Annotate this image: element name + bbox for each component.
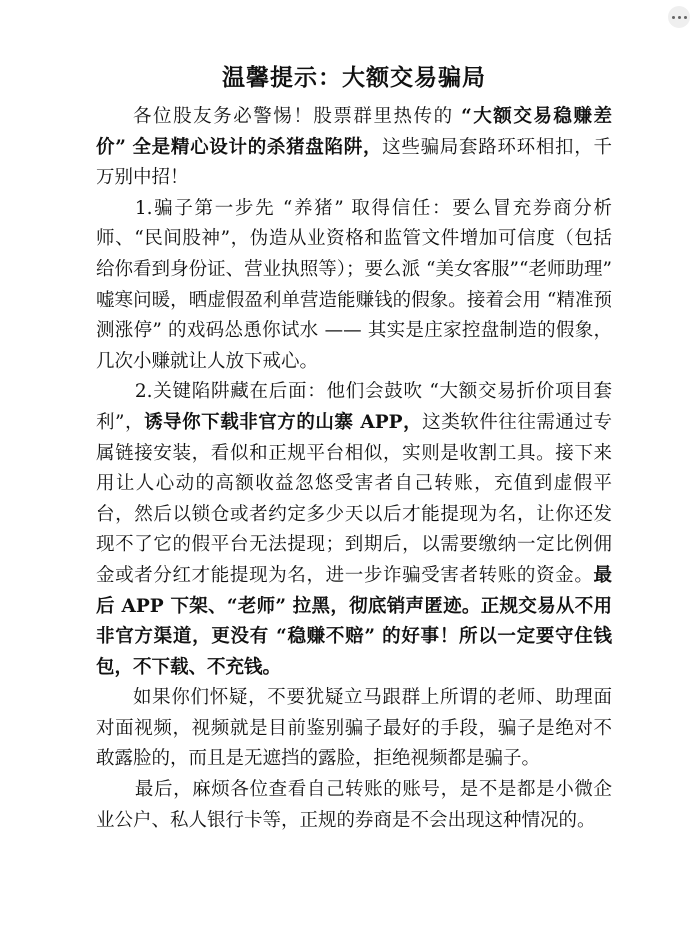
point-2-text-3: 这类软件往往需通过专属链接安装，看似和正规平台相似，实则是收割工具。接下来用让人心动的高额收益忽悠受害者自己转账，充值到虚假平台，然后以锁仓或者约定多少天以后才能提现为名，让你还发现不了它的假平台无法提现；到期后，以需要缴纳一定比例佣金或者分红才能提现为名，进一步诈骗受害者转账的资金。 [96,411,612,586]
point-2-text-1: 2.关键陷阱藏在后面：他们会鼓吹 “大额交易折价项目套利”， [96,381,612,433]
intro-paragraph [96,102,612,194]
notice-title: 温馨提示：大额交易骗局 [222,64,486,91]
closing-text: 最后，麻烦各位查看自己转账的账号，是不是都是小微企业公户、私人银行卡等，正规的券商是不会出现这种情况的。 [96,779,612,831]
more-options-icon[interactable] [668,6,690,28]
point-2-paragraph [96,377,612,683]
intro-text-3: 这些骗局套路环环相扣，千万别中招！ [96,136,612,189]
point-1-text: 1.骗子第一步先 “养猪” 取得信任：要么冒充券商分析师、“民间股神”，伪造从业资格和监管文件增加可信度（包括给你看到身份证、营业执照等）；要么派 “美女客服”“老师助理” 嘘寒问暖，晒虚假盈利单营造能赚钱的假象。接着会用 “精准预测涨停” 的戏码怂恿你试水 —— 其实是庄家控盘制造的假象，几次小赚就让人放下戒心。 [96,197,612,372]
advice-text: 如果你们怀疑，不要犹疑立马跟群上所谓的老师、助理面对面视频，视频就是目前鉴别骗子最好的手段，骗子是绝对不敢露脸的，而且是无遮挡的露脸，拒绝视频都是骗子。 [96,687,612,770]
notice-document [96,60,612,836]
intro-text-1: 各位股友务必警惕！股票群里热传的 [133,106,454,127]
advice-paragraph [96,683,612,775]
point-2-text-4: 最后 APP 下架、“老师” 拉黑，彻底销声匿迹。正规交易从不用非官方渠道，更没有 “稳赚不赔” 的好事！所以一定要守住钱包，不下载、不充钱。 [96,564,612,678]
point-1-paragraph [96,194,612,378]
intro-text-2: 全是精心设计的杀猪盘陷阱， [132,136,383,158]
closing-paragraph [96,775,612,836]
point-2-text-2: 诱导你下载非官方的山寨 APP， [144,411,423,433]
intro-quote: “大额交易稳赚差价” [96,106,612,158]
